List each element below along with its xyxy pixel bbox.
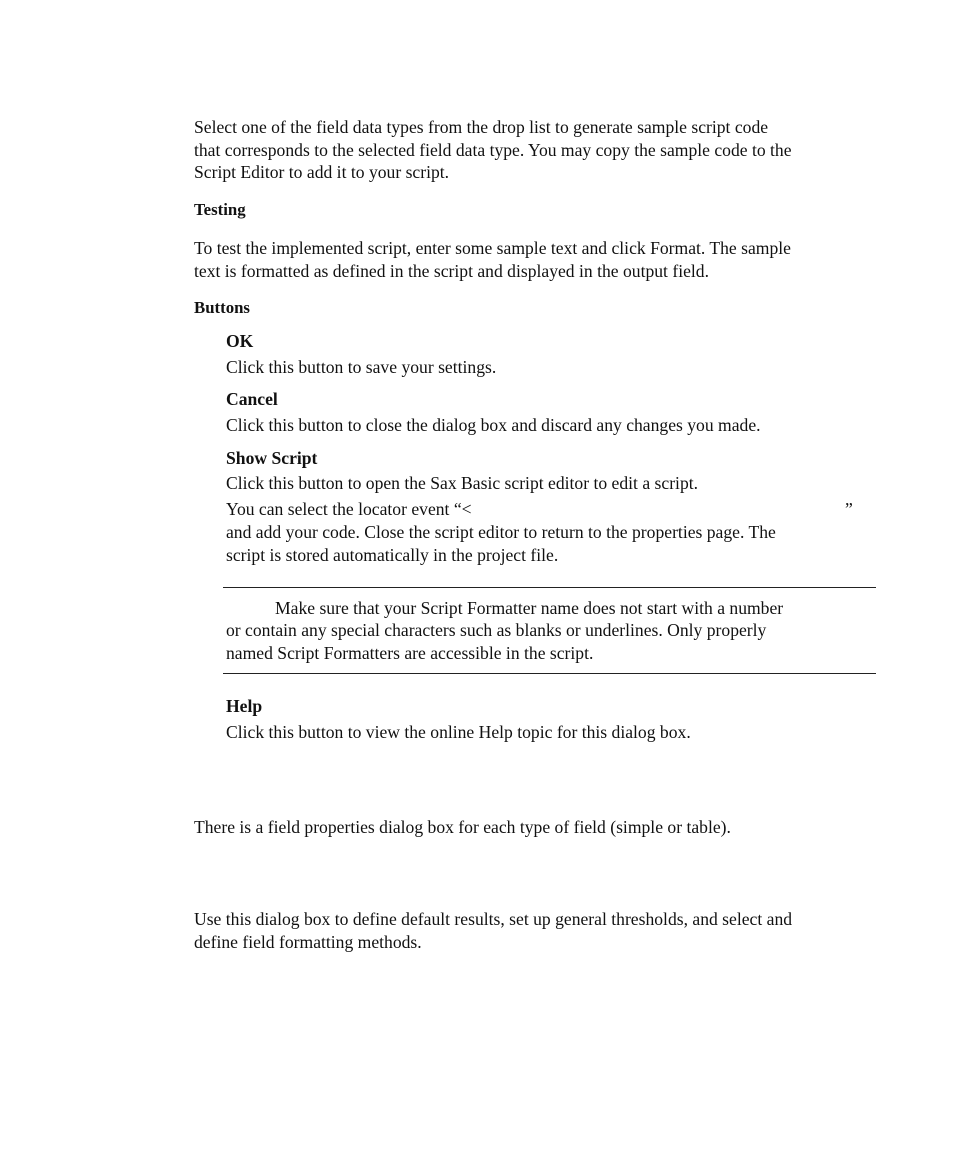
buttons-heading: Buttons	[194, 298, 250, 317]
locator-event-suffix: ”	[845, 499, 853, 519]
testing-line-2: text is formatted as defined in the script and displayed in the output field.	[194, 260, 709, 281]
show-script-line-3: script is stored automatically in the project file.	[226, 544, 559, 565]
help-description: Click this button to view the online Help topic for this dialog box.	[226, 722, 691, 742]
cancel-title: Cancel	[226, 389, 278, 409]
note-bottom-rule	[223, 673, 876, 674]
note-top-rule	[223, 587, 876, 588]
cancel-description: Click this button to close the dialog box and discard any changes you made.	[226, 415, 761, 435]
testing-paragraph	[194, 237, 791, 282]
field-properties-text: There is a field properties dialog box for each type of field (simple or table).	[194, 817, 731, 837]
intro-line-1: Select one of the field data types from the drop list to generate sample script code	[194, 117, 769, 137]
testing-line-1: To test the implemented script, enter some sample text and click Format. The sample	[194, 238, 791, 258]
show-script-paragraph	[226, 521, 776, 566]
show-script-line-2: and add your code. Close the script editor to return to the properties page. The	[226, 522, 776, 542]
testing-heading: Testing	[194, 200, 246, 219]
note-line-3: named Script Formatters are accessible in the script.	[226, 643, 594, 663]
help-title: Help	[226, 696, 263, 716]
locator-event-prefix: You can select the locator event “<	[226, 499, 472, 519]
intro-line-2: that corresponds to the selected field data type. You may copy the sample code to the	[194, 139, 792, 160]
intro-line-3: Script Editor to add it to your script.	[194, 162, 450, 182]
ok-description: Click this button to save your settings.	[226, 357, 497, 377]
show-script-description: Click this button to open the Sax Basic script editor to edit a script.	[226, 473, 699, 493]
usage-line-2: define field formatting methods.	[194, 931, 422, 952]
note-line-1: Make sure that your Script Formatter name does not start with a number	[275, 598, 784, 618]
usage-paragraph	[194, 908, 792, 953]
note-line-2: or contain any special characters such as blanks or underlines. Only properly	[226, 620, 767, 640]
usage-line-1: Use this dialog box to define default results, set up general thresholds, and select and	[194, 909, 793, 929]
ok-title: OK	[226, 331, 254, 351]
intro-paragraph	[194, 116, 792, 184]
show-script-title: Show Script	[226, 448, 318, 468]
